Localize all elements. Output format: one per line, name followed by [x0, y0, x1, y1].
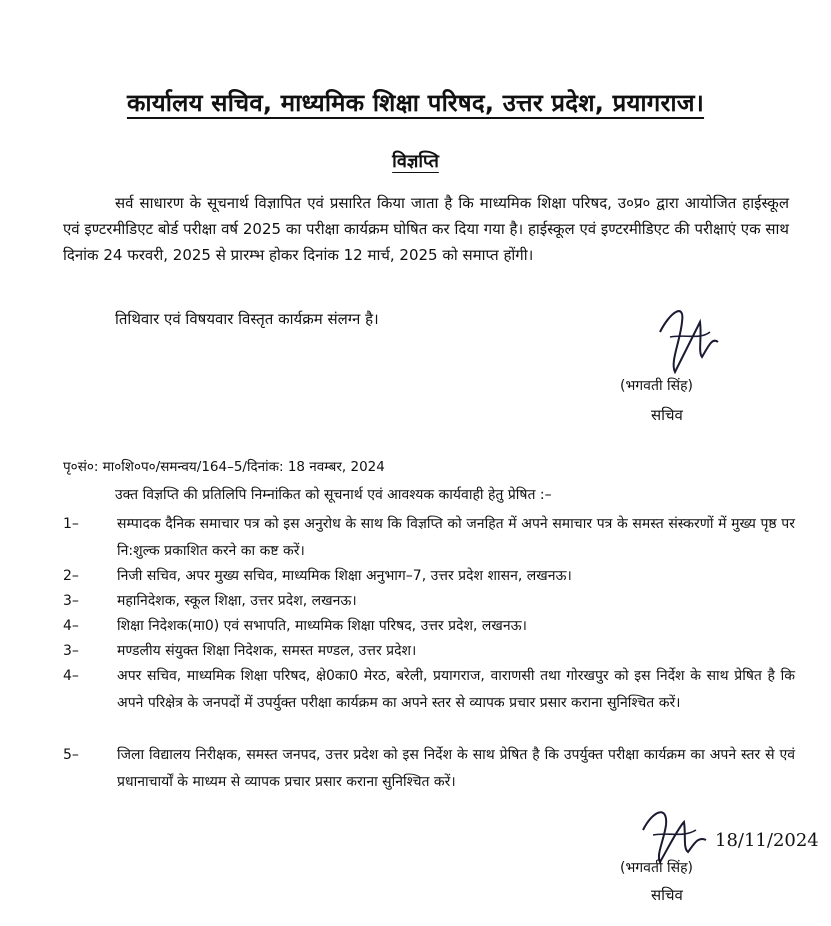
list-item: 3– मण्डलीय संयुक्त शिक्षा निदेशक, समस्त मण्डल, उत्तर प्रदेश।	[63, 643, 417, 659]
signatory-designation: सचिव	[651, 406, 683, 424]
list-item: 5– जिला विद्यालय निरीक्षक, समस्त जनपद, उत्तर प्रदेश को इस निर्देश के साथ प्रेषित है कि उपर्युक्त परीक्षा कार्यक्रम का अपने स्तर से एवं प्रधानाचार्यों के माध्यम से व्यापक प्रचार प्रसार कराना सुनिश्चित करें।	[63, 747, 795, 790]
list-item: 4– अपर सचिव, माध्यमिक शिक्षा परिषद, क्षे0का0 मेरठ, बरेली, प्रयागराज, वाराणसी तथा गोरखपुर को इस निर्देश के साथ प्रेषित है कि अपने परिक्षेत्र के जनपदों में उपर्युक्त परीक्षा कार्यक्रम का अपने स्तर से व्यापक प्रचार प्रसार कराना सुनिश्चित करें।	[63, 668, 795, 711]
notice-paragraph: सर्व साधारण के सूचनार्थ विज्ञापित एवं प्रसारित किया जाता है कि माध्यमिक शिक्षा परिषद, उ०प्र० द्वारा आयोजित हाईस्कूल एवं इण्टरमीडिएट बोर्ड परीक्षा वर्ष 2025 का परीक्षा कार्यक्रम घोषित कर दिया गया है। हाईस्कूल एवं इण्टरमीडिएट की परीक्षाएं एक साथ दिनांक 24 फरवरी, 2025 से प्रारम्भ होकर दिनांक 12 मार्च, 2025 को समाप्त होंगी।	[63, 194, 789, 264]
signatory-designation: सचिव	[651, 886, 683, 904]
notice-heading: विज्ञप्ति	[392, 151, 439, 172]
attachment-note: तिथिवार एवं विषयवार विस्तृत कार्यक्रम संलग्न है।	[115, 310, 379, 328]
handwritten-date: 18/11/2024	[715, 830, 819, 851]
reference-line: पृ०सं०: मा०शि०प०/समन्वय/164–5/दिनांक: 18 नवम्बर, 2024	[63, 459, 385, 475]
page-title: कार्यालय सचिव, माध्यमिक शिक्षा परिषद, उत्तर प्रदेश, प्रयागराज।	[126, 89, 705, 117]
signatory-name: (भगवती सिंह)	[620, 860, 694, 876]
list-item: 2– निजी सचिव, अपर मुख्य सचिव, माध्यमिक शिक्षा अनुभाग–7, उत्तर प्रदेश शासन, लखनऊ।	[63, 568, 572, 584]
signatory-name: (भगवती सिंह)	[620, 378, 694, 394]
list-item: 4– शिक्षा निदेशक(मा0) एवं सभापति, माध्यमिक शिक्षा परिषद, उत्तर प्रदेश, लखनऊ।	[63, 618, 527, 634]
copy-intro: उक्त विज्ञप्ति की प्रतिलिपि निम्नांकित को सूचनार्थ एवं आवश्यक कार्यवाही हेतु प्रेषित :–	[115, 487, 552, 503]
signature-1-icon	[640, 292, 730, 382]
list-item: 1– सम्पादक दैनिक समाचार पत्र को इस अनुरोध के साथ कि विज्ञप्ति को जनहित में अपने समाचार पत्र के समस्त संस्करणों में मुख्य पृष्ठ पर नि:शुल्क प्रकाशित करने का कष्ट करें।	[63, 516, 795, 559]
list-item: 3– महानिदेशक, स्कूल शिक्षा, उत्तर प्रदेश, लखनऊ।	[63, 593, 357, 609]
